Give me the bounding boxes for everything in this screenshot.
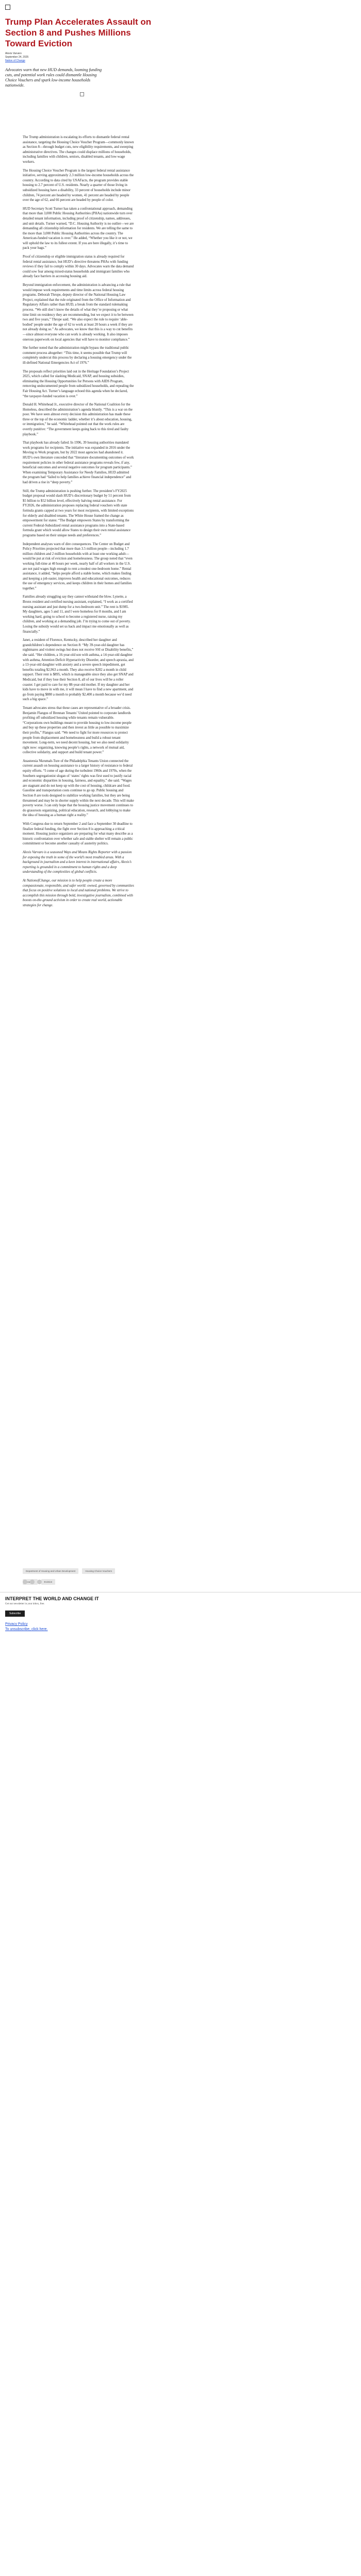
newsletter-promo [5, 1596, 160, 1617]
page-title: Trump Plan Accelerates Assault on Section 8 and Pushes Millions Toward Eviction [5, 17, 152, 48]
publication-link[interactable]: Nation of Change [5, 59, 25, 62]
article-body [23, 135, 134, 912]
paragraph: The Trump administration is escalating its efforts to dismantle federal rental assistance, targeting the Housing Choice Voucher Program—commonly known as Section 8—through budget cuts, new eligibility requirements, and sweeping administrative directives. The changes could displace millions of households, including families with children, seniors, disabled tenants, and low-wage workers. [23, 135, 134, 164]
paragraph: The Housing Choice Voucher Program is the largest federal rental assistance initiative, serving approximately 2.3 million low-income households across the country. According to data cited by USAFacts, the program provides stable housing to 2.7 percent of U.S. residents. Nearly a quarter of those living in subsidized housing have a disability, 33 percent of households include minor children, 74 percent are headed by women, 41 percent are headed by people over the age of 62, and 66 percent are headed by people of color. [23, 168, 134, 202]
paragraph: Proof of citizenship or eligible immigration status is already required for federal rental assistance, but HUD’s directive threatens PHAs with funding reviews if they fail to comply within 30 days. Advocates warn the data demand could sow fear among mixed-status households and immigrant families who already face barriers in accessing housing aid. [23, 255, 134, 279]
paragraph: Beyond immigration enforcement, the administration is advancing a rule that would impose work requirements and time limits across federal housing programs. Deborah Thrope, deputy director of the National Housing Law Project, explained that the rule originated from the Office of Information and Regulatory Affairs rather than HUD, a break from the standard rulemaking process. “We still don’t know the details of what they’re proposing or what time limit on residency they are recommending, but we expect it to be between two and five years,” Thrope said. “We also expect the rule to require ‘able-bodied’ people under the age of 62 to work at least 20 hours a week if they are not already doing so.” As advocates, we know that this is a way to cut benefits—since almost everyone who can work is already working. It also imposes onerous paperwork on local agencies that will have to monitor compliance.” [23, 283, 134, 342]
promo-title: INTERPRET THE WORLD AND CHANGE IT [5, 1596, 99, 1601]
publish-date: September 24, 2025 [5, 56, 29, 59]
tag-link[interactable]: Department of Housing and Urban Development [23, 1568, 78, 1574]
mission-statement: At NationofChange, our mission is to help people create a more compassionate, responsible, and safer world: owned, governed by communities that focus on positive solutions to local and national problems. We strive to accomplish this mission through bold, investigative journalism, combined with boosts on-the-ground activism in order to create real world, actionable strategies for change. [23, 878, 134, 907]
unsubscribe-link[interactable]: To unsubscribe, click here. [5, 1628, 48, 1631]
footer [5, 1622, 47, 1632]
share-bar [23, 1580, 134, 1587]
paragraph: The proposals reflect priorities laid out in the Heritage Foundation’s Project 2025, which called for slashing Medicaid, SNAP, and housing subsidies, eliminating the Housing Opportunities for Persons with AIDS Program, removing undocumented people from subsidized households, and repealing the Fair Housing Act. Turner’s language echoed this agenda when he declared, “the taxpayer-funded vacation is over.” [23, 369, 134, 398]
paragraph: Independent analyses warn of dire consequences. The Center on Budget and Policy Priorities projected that more than 3.5 million people—including 1.7 million children and 2 million households with at least one working adult—would be put at risk of eviction and homelessness. The group noted that “even working full-time at 40 hours per week, nearly half of all workers in the U.S. are not paid wages high enough to rent a modest one-bedroom home.” Rental assistance, it added, “helps people afford a stable home, which makes finding and keeping a job easier, improves health and educational outcomes, reduces the use of emergency services, and keeps children in their homes and families together.” [23, 542, 133, 590]
tag-link[interactable]: Housing Choice Vouchers [82, 1568, 115, 1574]
subscribe-button[interactable]: Subscribe [5, 1611, 25, 1617]
paragraph: Families already struggling say they cannot withstand the blow. Lynette, a Bronx resident and certified nursing assistant, explained, “I work as a certified nursing assistant and just dump for a two-bedroom unit.” The rent is $1985. My daughters, ages 5 and 11, and I were homeless for 8 months, and I am working hard, going to school to become a registered nurse, raising my children, and working at a demanding job. I’m trying to come out of poverty. Losing the subsidy would set us back and impact me emotionally as well as financially.” [23, 595, 133, 634]
author: Alexis Varvaro [5, 52, 22, 55]
paragraph: Anasteesia Nkrumah-Ture of the Philadelphia Tenants Union connected the current assault on housing assistance to a larger history of resistance to federal equity efforts. “I come of age during the turbulent 1960s and 1970s, when the Southern segregationist slogan of ‘states’ rights was first used to justify racial and economic disparities in housing, fairness, and equality,” she said. “Wages are stagnant and do not keep up with the cost of housing, childcare and food. Gasoline and transportation costs continue to go up. Public housing and Section 8 are tools designed to stabilize working families, but they are being threatened and may be in shorter supply within the next decade. This will make poverty worse. I can only hope that the housing justice movement continues to do grassroots organizing, political education, research, and lobbying to make the idea of housing as a human right a reality.” [23, 759, 134, 818]
paragraph: Donald H. Whitehead Jr., executive director of the National Coalition for the Homeless, described the administration’s agenda bluntly. “This is a war on the poor. We have seen almost every decision this administration has made these three or the top of the economic ladder, whether it’s about education, housing, or immigration,” he said. “Whitehead pointed out that the work rules are overtly punitive: “The government keeps going back to this tired and faulty playbook.” [23, 403, 133, 436]
paragraph: Tenant advocates stress that these cases are representative of a broader crisis. Benjamin Flangus of Brennan Tenants’ United pointed to corporate landlords profiting off subsidized housing while tenants remain vulnerable. “Corporations own buildings meant to provide housing to low-income people and buy up these properties and then invest as little as possible to maximize their profits,” Flangus said. “We need to fight for more resources to protect people from displacement and homelessness and build a robust tenant movement. Long-term, we need decent housing, but we also need solidarity right now: organizing, knowing people’s rights, a network of mutual aid, collective solidarity, and support and build tenant power.” [23, 706, 132, 755]
paragraph: With Congress due to return September 2 and face a September 30 deadline to finalize federal funding, the fight over Section 8 is approaching a critical moment. Housing justice organizers are preparing for what many describe as a historic confrontation over whether safe and stable shelter will remain a public commitment or become another casualty of austerity politics. [23, 822, 133, 846]
article-header [0, 0, 361, 96]
standfirst: Advocates warn that new HUD demands, looming funding cuts, and potential work rules could dismantle Housing Choice Vouchers and spark low-income households nationwide. [5, 67, 102, 88]
paragraph: Still, the Trump administration is pushing further. The president’s FY2025 budget proposal would slash HUD’s discretionary budget by 51 percent from $5 billion to $52 billion level, effectively halving rental assistance. For FY2026, the administration proposes replacing federal vouchers with state formula grants capped at two years for most recipients, with limited exceptions for elderly and disabled tenants. The White House framed the change as empowerment for states: “The Budget empowers States by transforming the current Federal-Subsidized rental assistance programs into a State-based formula grant which would allow States to design their own rental assistance programs based on their unique needs and preferences.” [23, 489, 134, 537]
facebook-share-icon[interactable] [23, 1580, 27, 1584]
paragraph: Janet, a resident of Florence, Kentucky, described her daughter and grandchildren’s dependence on Section 8: “My 39-year-old daughter has nightmares and violent swings but does not receive SSI or Disability benefits,” she said. “Her children, a 16-year-old son with asthma, a 14-year-old daughter with asthma, Attention Deficit Hyperactivity Disorder, and speech apraxia, and a 13-year-old daughter with anxiety and a severe speech impediment, get benefits totaling $2,963 a month. They also receive $202 a month in child support. Their rent is $895, which is manageable since they also get SNAP and Medicaid, but if they lose their Section 8, all of our lives will be a roller coaster. I get paid to care for my 88-year-old mother. If my daughter and her kids have to move in with me, it will mean I have to find a new apartment, and go from paying $880 a month to probably $2,400 a month because we’d need such a big space.” [23, 638, 134, 702]
author-bio: Alexis Varvaro is a seasoned Ways and Means Rights Reporter with a passion for exposing the truth in some of the world’s most troubled areas. With a background in journalism and a keen interest in international affairs, Alexis’s reporting is grounded in a commitment to human rights and a deep understanding of the complexities of global conflicts. [23, 850, 132, 874]
email-share-icon[interactable] [37, 1580, 42, 1584]
hero-image-icon [80, 92, 84, 96]
paragraph: That playbook has already failed. In 1996, 39 housing authorities mandated work programs for recipients. The initiative was expanded in 2016 under the Moving to Work program, but by 2022 most agencies had abandoned it. HUD’s own literature conceded that “literature documenting outcomes of work requirement policies in other federal assistance programs reveals few, if any, beneficial outcomes and several negative outcomes for program participants.” When examining Temporary Assistance for Needy Families, HUD admitted the program had “failed to help families achieve financial independence” and had driven a rise in “deep poverty.” [23, 441, 134, 484]
logo-icon [5, 5, 10, 10]
promo-text: Get our newsletter in your inbox, free. [5, 1603, 45, 1605]
twitter-share-icon[interactable] [30, 1580, 35, 1584]
tag-link[interactable]: Eviction [41, 1579, 56, 1585]
byline [5, 52, 356, 63]
privacy-policy-link[interactable]: Privacy Policy [5, 1622, 28, 1626]
paragraph: She further noted that the administration might bypass the traditional public comment process altogether: “This time, it seems possible that Trump will completely undercut this process by declaring a housing emergency under the ill-defined National Emergencies Act of 1976.” [23, 346, 132, 365]
paragraph: HUD Secretary Scott Turner has taken a confrontational approach, demanding that more than 3,000 Public Housing Authorities (PHAs) nationwide turn over detailed tenant information, including proof of citizenship, names, addresses, and unit details. Turner warned, “D.C. Housing Authority is no outlier—we are demanding all citizenship information for residents. We are telling the same to the more than 3,000 Public Housing Authorities across the country. The American-funded vacation is over.” He added, “Whether you like it or not, we will uphold the law to its fullest extent. If you are here illegally, it’s time to pack your bags.” [23, 207, 134, 250]
